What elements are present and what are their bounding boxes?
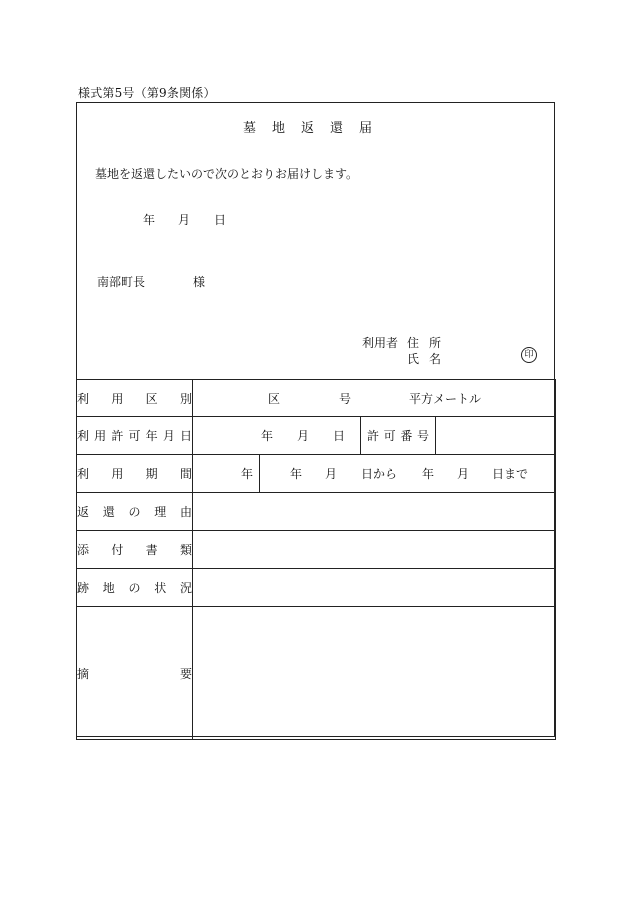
- ku-label: 区: [268, 391, 281, 406]
- intro-statement: 墓地を返還したいので次のとおりお届けします。: [95, 167, 359, 181]
- return-reason-field[interactable]: [193, 493, 556, 531]
- form-details-table: [76, 379, 556, 740]
- applicant-address-label: 住所: [407, 336, 452, 350]
- site-status-field[interactable]: [193, 569, 556, 607]
- label-site-status: 跡地の状況: [77, 569, 193, 607]
- from-day-label: 日から: [361, 467, 398, 481]
- recipient-name: 南部町長: [97, 275, 146, 289]
- period-years-label: 年: [240, 467, 253, 481]
- date-day-label: 日: [214, 213, 227, 227]
- label-usage-class: 利用区別: [77, 380, 193, 417]
- attachments-field[interactable]: [193, 531, 556, 569]
- area-unit-label: 平方メートル: [409, 391, 482, 406]
- applicant-label: 利用者: [362, 336, 399, 350]
- label-remarks: 摘要: [77, 607, 193, 740]
- form-number-caption: 様式第5号（第9条関係）: [78, 86, 216, 100]
- remarks-field[interactable]: [193, 607, 556, 740]
- form-header-section: [77, 103, 554, 379]
- recipient-honorific: 様: [193, 275, 206, 289]
- cemetery-return-form: [76, 102, 555, 737]
- permit-day-label: 日: [333, 429, 346, 443]
- permit-date-field[interactable]: [193, 417, 361, 455]
- permit-month-label: 月: [297, 429, 310, 443]
- row-attachments: [77, 531, 556, 569]
- label-permit-date: 利用許可年月日: [77, 417, 193, 455]
- date-month-label: 月: [178, 213, 191, 227]
- applicant-name-label: 氏名: [407, 352, 452, 366]
- row-usage-class: [77, 380, 556, 417]
- row-return-reason: [77, 493, 556, 531]
- row-permit-date: [77, 417, 556, 455]
- go-label: 号: [339, 391, 352, 406]
- row-usage-period: [77, 455, 556, 493]
- label-usage-period: 利用期間: [77, 455, 193, 493]
- seal-mark: 印: [521, 347, 537, 363]
- label-attachments: 添付書類: [77, 531, 193, 569]
- label-return-reason: 返還の理由: [77, 493, 193, 531]
- row-site-status: [77, 569, 556, 607]
- period-range-field[interactable]: [260, 455, 556, 493]
- form-title: 墓地返還届: [242, 121, 388, 136]
- permit-year-label: 年: [261, 429, 274, 443]
- date-year-label: 年: [143, 213, 156, 227]
- permit-number-field[interactable]: [436, 417, 556, 455]
- label-permit-number: 許可番号: [361, 417, 436, 455]
- to-year-label: 年: [422, 467, 435, 481]
- period-years-field[interactable]: [193, 455, 260, 493]
- from-month-label: 月: [325, 467, 338, 481]
- usage-class-field[interactable]: [193, 380, 556, 417]
- to-day-label: 日まで: [492, 467, 529, 481]
- row-remarks: [77, 607, 556, 740]
- from-year-label: 年: [290, 467, 303, 481]
- to-month-label: 月: [457, 467, 470, 481]
